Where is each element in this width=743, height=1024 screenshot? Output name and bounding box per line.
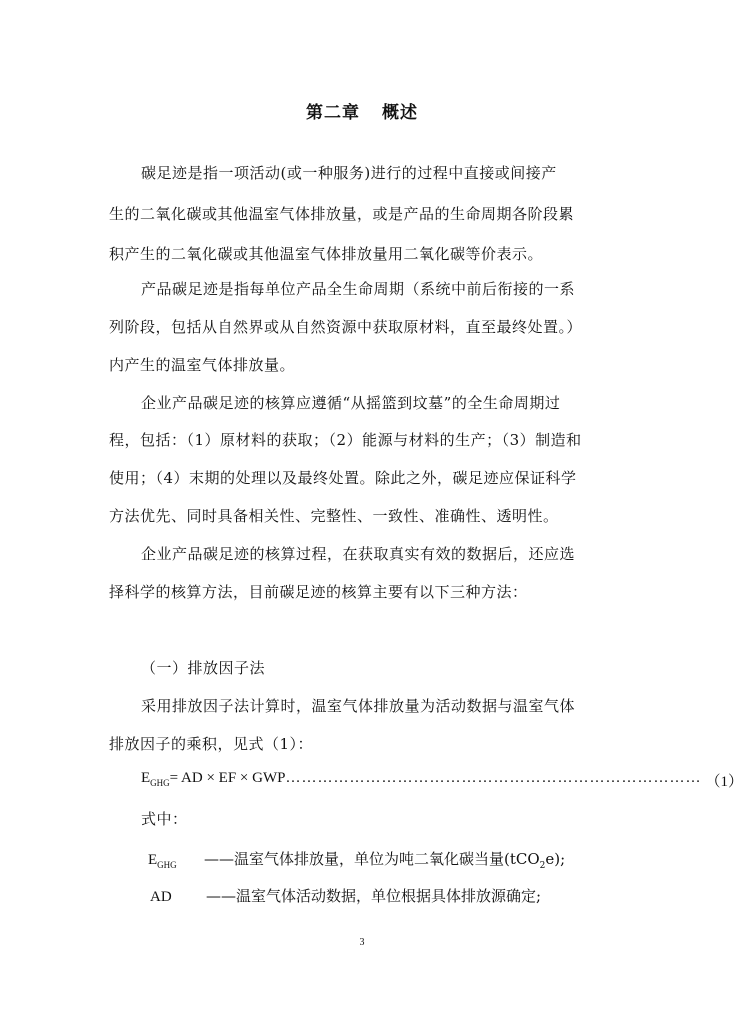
equation-number: （1）	[705, 774, 743, 790]
paragraph-line: 方法优先、同时具备相关性、完整性、一致性、准确性、透明性。	[109, 507, 559, 525]
equation-lhs: $E_{GHG}$	[141, 770, 170, 788]
paragraph-line: 程，包括：（1）原材料的获取；（2）能源与材料的生产；（3）制造和	[109, 431, 582, 449]
chapter-title	[0, 98, 724, 123]
paragraph-line: 生的二氧化碳或其他温室气体排放量，或是产品的生命周期各阶段累	[109, 205, 575, 223]
paragraph-line: 采用排放因子法计算时，温室气体排放量为活动数据与温室气体	[141, 697, 576, 715]
paragraph-line: 使用；（4）末期的处理以及最终处置。除此之外，碳足迹应保证科学	[109, 469, 577, 487]
definition-text: ——温室气体排放量，单位为吨二氧化碳当量(tCO$_2$e);	[204, 850, 566, 871]
paragraph-line: 列阶段，包括从自然界或从自然资源中获取原材料，直至最终处置。）	[109, 318, 583, 336]
equation	[141, 770, 743, 791]
where-label: 式中：	[141, 810, 188, 828]
equation-rhs: = AD × EF × GWP	[169, 770, 286, 786]
definition-row	[150, 885, 541, 906]
paragraph-line: 内产生的温室气体排放量。	[109, 356, 296, 374]
definition-row	[148, 848, 565, 871]
paragraph-line: 择科学的核算方法，目前碳足迹的核算主要有以下三种方法：	[109, 583, 528, 601]
paragraph-line: 排放因子的乘积，见式（1）：	[109, 735, 314, 753]
paragraph-line: 企业产品碳足迹的核算应遵循“从摇篮到坟墓”的全生命周期过	[141, 394, 561, 412]
paragraph-line: 产品碳足迹是指每单位产品全生命周期（系统中前后衔接的一系	[141, 280, 576, 298]
page-number: 3	[359, 937, 365, 948]
definition-symbol: $E_{GHG}$	[148, 852, 177, 870]
paragraph-line: 积产生的二氧化碳或其他温室气体排放量用二氧化碳等价表示。	[109, 245, 544, 263]
section-heading: （一）排放因子法	[141, 659, 266, 677]
definition-text: ——温室气体活动数据，单位根据具体排放源确定;	[206, 887, 542, 905]
paragraph-line: 企业产品碳足迹的核算过程，在获取真实有效的数据后，还应选	[141, 545, 576, 563]
paragraph-line: 碳足迹是指一项活动(或一种服务)进行的过程中直接或间接产	[141, 164, 557, 182]
chapter-name: 概述	[382, 103, 418, 123]
chapter-number: 第二章	[306, 103, 360, 123]
equation-leader-dots: ……………………………………………………………………	[285, 770, 702, 786]
definition-symbol: AD	[150, 889, 172, 905]
